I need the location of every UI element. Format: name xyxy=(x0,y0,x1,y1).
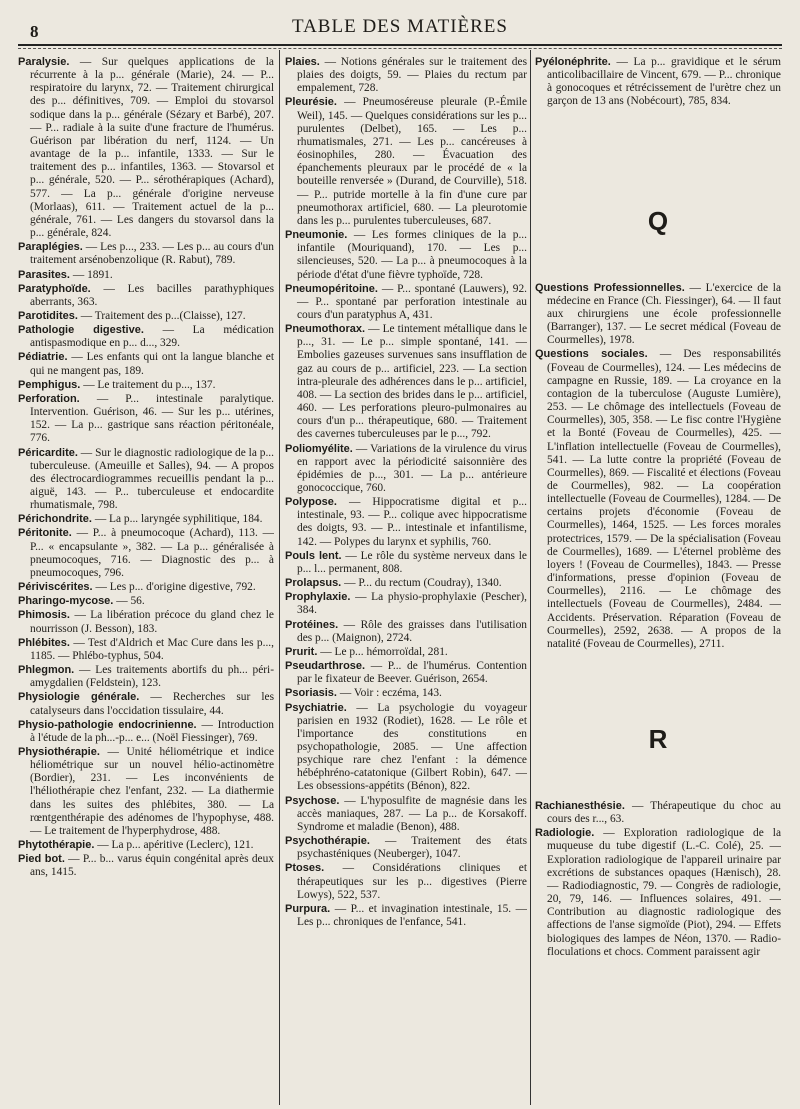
page-number: 8 xyxy=(30,22,39,41)
entry-heading: Paraplégies. xyxy=(18,241,83,254)
entry-heading: Psychiatrie. xyxy=(285,701,347,714)
index-entry xyxy=(18,664,274,690)
index-entry xyxy=(535,827,781,959)
entry-heading: Rachianesthésie. xyxy=(535,800,625,812)
entry-text: — Les bacilles parathyphiques aberrants, 363. xyxy=(30,282,274,308)
entry-heading: Poliomyélite. xyxy=(285,442,353,455)
index-entry xyxy=(285,660,527,686)
entry-heading: Protéines. xyxy=(285,618,339,631)
entry-heading: Péricardite. xyxy=(18,446,78,459)
index-entry xyxy=(535,348,781,651)
index-entry xyxy=(18,283,274,309)
entry-text: — Le p... hémorroïdal, 281. xyxy=(317,645,448,658)
index-entry xyxy=(18,853,274,879)
entry-text: — P... de l'humérus. Contention par le fixateur de Beever. Guérison, 2654. xyxy=(297,660,527,686)
entry-heading: Plaies. xyxy=(285,56,320,68)
entry-text: — Thérapeutique du choc au cours des r..., 63. xyxy=(547,800,781,826)
index-entry xyxy=(285,795,527,834)
section-letter-q: Q xyxy=(647,205,669,236)
entry-heading: Questions sociales. xyxy=(535,348,648,361)
entry-heading: Pleurésie. xyxy=(285,96,337,109)
entry-text: — Le traitement du p..., 137. xyxy=(80,378,216,391)
index-entry xyxy=(285,835,527,861)
entry-text: — P... spontané (Lauwers), 92. — P... spontané par perforation intestinale au cours d'un paratyphus A, 431. xyxy=(297,282,527,321)
entry-text: — Introduction à l'étude de la ph...-p... e... (Noël Fiessinger), 769. xyxy=(30,718,274,744)
entry-heading: Paralysie. xyxy=(18,56,70,68)
entry-text: — Les traitements abortifs du ph... péri-amygdalien (Feldstein), 123. xyxy=(30,664,274,690)
index-entry xyxy=(18,324,274,350)
entry-text: — La p... laryngée syphilitique, 184. xyxy=(91,513,263,526)
entry-heading: Pneumopéritoine. xyxy=(285,282,378,295)
entry-heading: Péritonite. xyxy=(18,527,72,540)
entry-heading: Pemphigus. xyxy=(18,378,81,391)
entry-text: — Sur quelques applications de la récurrente à la p... générale (Marie), 24. — P... respiratoire du larynx, 72. — Traitement chirurgical des p... définitives, 709. — Emploi du stovarsol sodique dans la p... générale (Sézary et Barbé), 207. — P... radiale à la suite d'une fracture de l'humérus. Guérison par libération du nerf, 1124. — Un avantage de la p... infantile, 1333. — Sur le traitement des p... infantiles, 1363. — Stovarsol et p... générale, 520. — P... sérothérapiques (Achard), 577. — La p... générale d'origine nerveuse (Morlaas), 611. — Traitement actuel de la p... générale, 761. — Les dangers du stovarsol dans la p... générale, 824. xyxy=(30,56,274,240)
entry-text: — La psychologie du voyageur parisien en 1932 (Rodiet), 1628. — Le rôle et l'importance des constitutions en psychopathologie, 2085. — Une affection psychique rare chez l'enfant : la démence hébéphréno-catatonique (Gilbert Robin), 647. — Les obsessions-appétits (Bénon), 822. xyxy=(297,701,527,793)
entry-heading: Périchondrite. xyxy=(18,513,92,526)
entry-list xyxy=(285,56,527,929)
entry-heading: Psychothérapie. xyxy=(285,835,370,848)
entry-heading: Pathologie digestive. xyxy=(18,324,144,337)
index-entry xyxy=(18,527,274,580)
entry-list xyxy=(535,800,781,959)
index-entry xyxy=(285,646,527,659)
index-entry xyxy=(285,550,527,576)
index-entry xyxy=(18,241,274,267)
entry-heading: Pneumothorax. xyxy=(285,323,366,336)
entry-heading: Périviscérites. xyxy=(18,581,93,594)
entry-heading: Prurit. xyxy=(285,645,318,658)
entry-heading: Phlébites. xyxy=(18,636,70,649)
index-entry xyxy=(285,56,527,95)
index-entry xyxy=(18,839,274,852)
index-column-1 xyxy=(18,56,274,1101)
index-entry xyxy=(18,637,274,663)
entry-heading: Parotidites. xyxy=(18,309,78,322)
entry-text: — Pneumoséreuse pleurale (P.-Émile Weil), 145. — Quelques considérations sur les p... purulentes (Delbet), 165. — Les p... rhumatismales, 271. — Les p... cancéreuses à éosinophiles, 280. — Évacuation des épanchements pleuraux par le procédé de « la bouteille renversée » (Durand, de Courville), 518. — P... putride mortelle à la fin d'une cure par pneumothorax artificiel, 680. — La pleurotomie dans les p... purulentes tuberculeuses, 687. xyxy=(297,96,527,227)
entry-list xyxy=(18,56,274,880)
entry-text: — Le rôle du système nerveux dans le p... l... permanent, 808. xyxy=(297,549,527,575)
entry-heading: Purpura. xyxy=(285,902,331,915)
index-column-3 xyxy=(535,56,781,1101)
entry-heading: Paratyphoïde. xyxy=(18,282,91,295)
entry-heading: Pyélonéphrite. xyxy=(535,56,611,68)
entry-heading: Phimosis. xyxy=(18,609,70,622)
index-entry xyxy=(18,691,274,717)
index-entry xyxy=(18,56,274,240)
entry-text: — Rôle des graisses dans l'utilisation des p... (Maignon), 2724. xyxy=(297,618,527,644)
entry-text: — Notions générales sur le traitement des plaies des doigts, 59. — Plaies du rectum par empalement, 728. xyxy=(297,56,527,95)
entry-heading: Pharingo-mycose. xyxy=(18,595,114,608)
entry-text: — P... b... varus équin congénital après deux ans, 1415. xyxy=(30,853,274,879)
index-entry xyxy=(18,269,274,282)
entry-text: — L'hyposulfite de magnésie dans les accès maniaques, 287. — La p... de Korsakoff. Syndrome et maladie (Benon), 488. xyxy=(297,794,527,833)
entry-text: — Traitement des p...(Claisse), 127. xyxy=(77,309,246,322)
entry-heading: Pédiatrie. xyxy=(18,351,68,364)
entry-text: — Le tintement métallique dans le p..., 31. — Le p... simple spontané, 141. — Embolies gazeuses survenues sans insufflation de gaz au cours de p... artificiel, 223. — La section intra-pleurale des adhérences dans le p... artificiel, 408. — La section des brides dans le p... artificiel, 460. — Les perforations pleuro-pulmonaires au cours d'un p... thérapeutique, 680. — Traitement des cavernes tuberculeuses par le p..., 792. xyxy=(297,323,527,441)
entry-heading: Perforation. xyxy=(18,392,80,405)
index-entry xyxy=(285,687,527,700)
entry-text: — Traitement des états psychasténiques (Neuberger), 1047. xyxy=(297,835,527,861)
header-rule xyxy=(18,44,782,46)
entry-heading: Physiologie générale. xyxy=(18,691,140,704)
index-entry xyxy=(18,310,274,323)
entry-text: — P... à pneumocoque (Achard), 113. — P... « encapsulante », 382. — La p... généralisée à pneumocoques, 716. — Diagnostic des p... à pneumocoques, 796. xyxy=(30,527,274,579)
entry-text: — Des responsabilités (Foveau de Courmelles), 124. — Les médecins de campagne en Russie, 189. — La croyance en la contagion de la tuberculose (Auguste Lumière), 253. — Le chômage des intellectuels (Foveau de Courmelles), 305, 358. — Le fisc contre l'Hygiène et la Bonté (Foveau de Courmelles), 425. — L'inflation intellectuelle (Foveau de Courmelles), 541. — La lutte contre la propriété (Foveau de Courmelles), 869. — Fiscalité et élections (Foveau de Courmelles), 982. — La coopération intellectuelle (Foveau de Courmelles), 1284. — De certains projets d'économie (Foveau de Courmelles), 1464, 1525. — Les forces morales protectrices, 1579. — De la spécialisation (Foveau de Courmelles), 1689. — L'éternel problème des loyers ! (Foveau de Courmelles), 1843. — Presse d'informations, presse d'opinion (Foveau de Courmelles), 2116. — Le chômage des intellectuels (Foveau de Courmelles), 2484. — Accidents. Préservation. Réparation (Foveau de Courmelles), 2592, 2638. — A propos de la natalité (Foveau de Courmelles), 2711. xyxy=(547,348,781,650)
entry-text: — P... du rectum (Coudray), 1340. xyxy=(341,577,502,590)
section-letter-r: R xyxy=(648,724,668,754)
index-entry xyxy=(285,702,527,794)
entry-text: — Exploration radiologique de la muqueuse du tube digestif (L.-C. Colé), 25. — Exploration radiologique de l'appareil urinaire par excrétions de substances opaques (Hænisch), 28. — Radiodiagnostic, 79. — Congrès de radiologie, 20, 79, 146. — Influences solaires, 491. — Contribution au diagnostic radiologique des affections de l'anse sigmoïde (Piot), 294. — Effets biologiques des lampes de Néon, 1370. — Radio-floculations et chocs. Comment paraissent agir xyxy=(547,827,781,958)
entry-text: — Les formes cliniques de la p... infantile (Mouriquand), 170. — Les p... silencieuses, 520. — La p... à pneumocoques à la période d'état d'une fièvre typhoïde, 728. xyxy=(297,229,527,281)
index-entry xyxy=(18,581,274,594)
entry-heading: Radiologie. xyxy=(535,827,595,840)
index-entry xyxy=(18,379,274,392)
entry-heading: Polypose. xyxy=(285,496,337,509)
header-rule-secondary xyxy=(18,48,782,49)
index-entry xyxy=(18,513,274,526)
entry-text: — La p... gravidique et le sérum anticolibacillaire de Vincent, 679. — P... chronique à gonocoques et rétrécissement de l'urètre chez un garçon de 13 ans (Nobécourt), 785, 834. xyxy=(547,56,781,108)
entry-heading: Phlegmon. xyxy=(18,664,75,677)
entry-heading: Ptoses. xyxy=(285,862,325,875)
page-header xyxy=(0,0,800,50)
index-entry xyxy=(285,903,527,929)
entry-text: — La physio-prophylaxie (Pescher), 384. xyxy=(297,591,527,617)
index-entry xyxy=(535,282,781,348)
index-entry xyxy=(535,800,781,826)
index-column-2 xyxy=(285,56,527,1101)
column-divider xyxy=(279,50,280,1105)
entry-text: — Les p... d'origine digestive, 792. xyxy=(92,581,256,594)
entry-heading: Parasites. xyxy=(18,268,70,281)
index-entry xyxy=(285,862,527,901)
entry-heading: Phytothérapie. xyxy=(18,839,95,852)
entry-text: — L'exercice de la médecine en France (Ch. Fiessinger), 64. — Il faut aux chirurgiens une école professionnelle (Barranger), 137. — Le secret médical (Foveau de Courmelles), 1978. xyxy=(547,281,781,347)
entry-heading: Questions Professionnelles. xyxy=(535,281,685,294)
entry-heading: Physio-pathologie endocrinienne. xyxy=(18,718,197,731)
entry-text: — P... et invagination intestinale, 15. — Les p... chroniques de l'enfance, 541. xyxy=(297,902,527,928)
entry-heading: Pneumonie. xyxy=(285,229,348,242)
index-entry xyxy=(535,56,781,109)
index-entry xyxy=(18,351,274,377)
entry-text: — Test d'Aldrich et Mac Cure dans les p..., 1185. — Phlébo-typhus, 504. xyxy=(30,636,274,662)
index-entry xyxy=(18,746,274,838)
entry-text: — Les enfants qui ont la langue blanche et qui ne mangent pas, 189. xyxy=(30,351,274,377)
entry-text: — Hippocratisme digital et p... intestinale, 93. — P... colique avec hippocratisme des doigts, 93. — P... intestinale et infantilisme, 142. — Polypes du larynx et syphilis, 760. xyxy=(297,496,527,548)
entry-text: — Considérations cliniques et thérapeutiques sur les p... digestives (Pierre Lowys), 522, 537. xyxy=(297,862,527,901)
index-entry xyxy=(285,591,527,617)
entry-text: — Sur le diagnostic radiologique de la p... tuberculeuse. (Ameuille et Salles), 94. — A propos des électrocardiogrammes recueillis pendant la p... aiguë, 143. — P... tuberculeuse et endocardite rhumatismale, 798. xyxy=(30,446,274,512)
entry-text: — Recherches sur les catalyseurs dans l'occidation tissulaire, 44. xyxy=(30,691,274,717)
index-entry xyxy=(285,443,527,496)
entry-text: — La médication antispasmodique en p... d..., 329. xyxy=(30,324,274,350)
index-entry xyxy=(18,609,274,635)
entry-text: — P... intestinale paralytique. Intervention. Guérison, 46. — Sur les p... utérines, 152. — La p... gastrique sans réaction péritonéale, 776. xyxy=(30,392,274,445)
entry-text: — Variations de la virulence du virus en rapport avec la périodicité saisonnière des épidémies de p..., 301. — La p... antérieure gonococcique, 760. xyxy=(297,442,527,494)
entry-text: — Les p..., 233. — Les p... au cours d'un traitement arsénobenzolique (R. Rabut), 789. xyxy=(30,241,274,267)
entry-heading: Prolapsus. xyxy=(285,577,342,590)
index-entry xyxy=(18,595,274,608)
entry-text: — 56. xyxy=(113,595,145,608)
index-entry xyxy=(285,283,527,322)
index-entry xyxy=(285,619,527,645)
entry-list xyxy=(535,56,781,109)
index-entry xyxy=(285,96,527,228)
entry-heading: Pouls lent. xyxy=(285,549,342,562)
entry-text: — La p... apéritive (Leclerc), 121. xyxy=(94,839,254,852)
index-entry xyxy=(18,393,274,446)
entry-heading: Psychose. xyxy=(285,794,340,807)
entry-text: — Voir : eczéma, 143. xyxy=(336,687,442,700)
entry-heading: Psoriasis. xyxy=(285,687,337,700)
entry-text: — Unité héliométrique et indice héliométrique sur un nouvel hélio-actinomètre (Bordier), 231. — Les inconvénients de l'héliothérapie chez l'enfant, 232. — La diathermie dans les suites des phlébites, 380. — La rœntgenthérapie des adénomes de l'hypophyse, 488. — Le traitement de l'hyperphydrose, 488. xyxy=(30,745,274,837)
index-entry xyxy=(285,577,527,590)
entry-text: — La libération précoce du gland chez le nourrisson (J. Besson), 183. xyxy=(30,609,274,635)
entry-list xyxy=(535,282,781,651)
index-entry xyxy=(285,323,527,441)
index-entry xyxy=(285,496,527,549)
entry-heading: Prophylaxie. xyxy=(285,591,351,604)
entry-heading: Pied bot. xyxy=(18,853,65,866)
running-title: TABLE DES MATIÈRES xyxy=(292,16,508,37)
index-entry xyxy=(285,229,527,282)
index-entry xyxy=(18,447,274,513)
index-entry xyxy=(18,719,274,745)
column-divider xyxy=(530,50,531,1105)
entry-heading: Pseudarthrose. xyxy=(285,660,366,673)
entry-text: — 1891. xyxy=(69,268,113,281)
entry-heading: Physiothérapie. xyxy=(18,745,100,758)
